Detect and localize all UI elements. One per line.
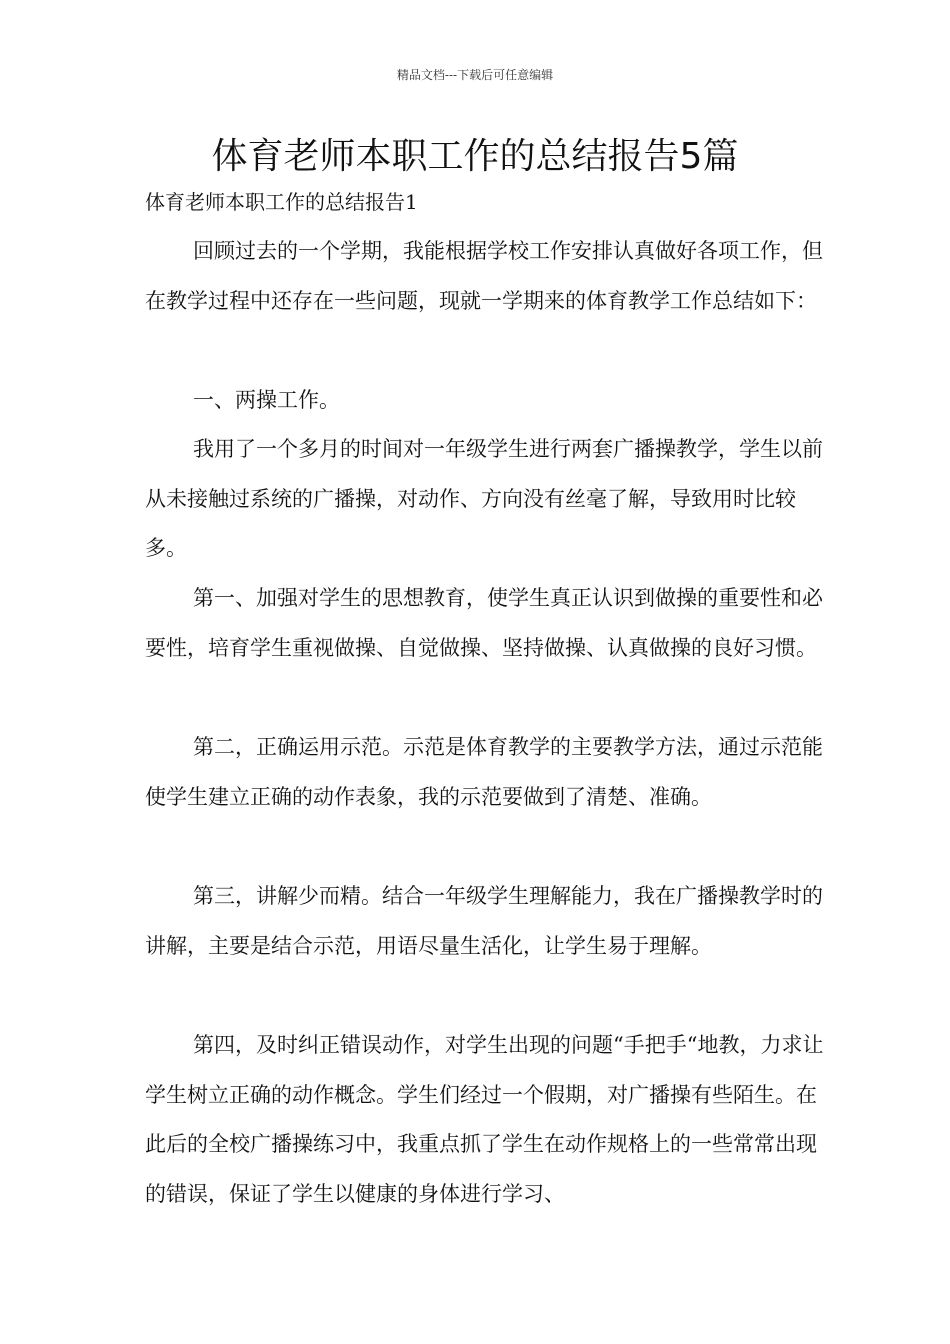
- paragraph-point-three: 第三，讲解少而精。结合一年级学生理解能力，我在广播操教学时的讲解，主要是结合示范，用语尽量生活化，让学生易于理解。: [145, 884, 823, 958]
- header-note: 精品文档---下载后可任意编辑: [396, 68, 554, 82]
- document-title: 体育老师本职工作的总结报告5篇: [211, 136, 739, 177]
- paragraph-broadcast-exercise: 我用了一个多月的时间对一年级学生进行两套广播操教学，学生以前从未接触过系统的广播操，对动作、方向没有丝毫了解，导致用时比较多。: [145, 437, 823, 560]
- paragraph-point-two: 第二，正确运用示范。示范是体育教学的主要教学方法，通过示范能使学生建立正确的动作表象，我的示范要做到了清楚、准确。: [145, 735, 823, 809]
- paragraph-heading-two-exercises: 一、两操工作。: [193, 388, 340, 412]
- section-subtitle: 体育老师本职工作的总结报告1: [145, 190, 418, 214]
- paragraph-intro: 回顾过去的一个学期，我能根据学校工作安排认真做好各项工作，但在教学过程中还存在一些问题，现就一学期来的体育教学工作总结如下：: [145, 239, 823, 313]
- paragraph-point-four: 第四，及时纠正错误动作，对学生出现的问题“手把手“地教，力求让学生树立正确的动作概念。学生们经过一个假期，对广播操有些陌生。在此后的全校广播操练习中，我重点抓了学生在动作规格上的一些常常出现的错误，保证了学生以健康的身体进行学习、: [145, 1033, 824, 1206]
- paragraph-point-one: 第一、加强对学生的思想教育，使学生真正认识到做操的重要性和必要性，培育学生重视做操、自觉做操、坚持做操、认真做操的良好习惯。: [145, 586, 823, 660]
